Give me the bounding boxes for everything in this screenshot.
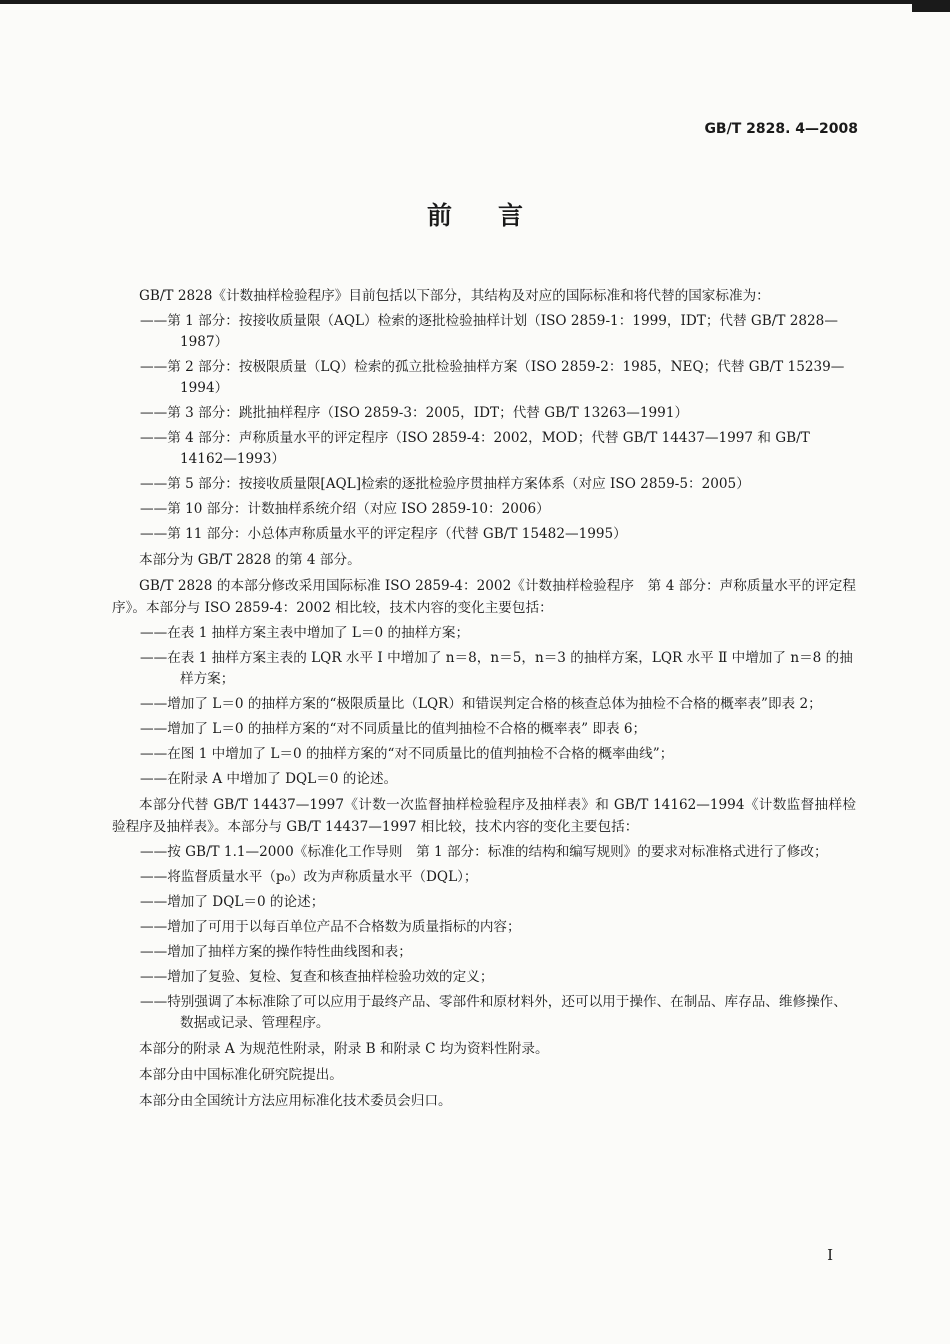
body-paragraph: 本部分由中国标准化研究院提出。 — [139, 1067, 343, 1083]
page-number: I — [827, 1246, 833, 1264]
scan-border-top — [0, 0, 950, 4]
part-list-item: ——第 11 部分：小总体声称质量水平的评定程序（代替 GB/T 15482—1995） — [140, 526, 627, 542]
body-paragraph: 本部分的附录 A 为规范性附录，附录 B 和附录 C 均为资料性附录。 — [139, 1041, 549, 1057]
change-list-item: ——增加了可用于以每百单位产品不合格数为质量指标的内容； — [140, 919, 521, 935]
part-list-item: ——第 2 部分：按极限质量（LQ）检索的孤立批检验抽样方案（ISO 2859-2：1985，NEQ；代替 GB/T 15239—1994） — [140, 359, 845, 396]
change-list-item: ——在表 1 抽样方案主表中增加了 L＝0 的抽样方案； — [140, 625, 470, 641]
intro-paragraph: GB/T 2828《计数抽样检验程序》目前包括以下部分，其结构及对应的国际标准和将代替的国家标准为： — [139, 288, 770, 304]
part-list-item: ——第 3 部分：跳批抽样程序（ISO 2859-3：2005，IDT；代替 GB/T 13263—1991） — [140, 405, 689, 421]
change-list-item: ——增加了抽样方案的操作特性曲线图和表； — [140, 944, 412, 960]
change-list-item: ——在图 1 中增加了 L＝0 的抽样方案的“对不同质量比的值判抽检不合格的概率曲线”； — [140, 746, 674, 762]
change-list-item: ——将监督质量水平（p₀）改为声称质量水平（DQL）； — [140, 869, 478, 885]
body-paragraph: 本部分代替 GB/T 14437—1997《计数一次监督抽样检验程序及抽样表》和 GB/T 14162—1994《计数监督抽样检验程序及抽样表》。本部分与 GB/T 14437—1997 相比较，技术内容的变化主要包括： — [112, 797, 856, 835]
change-list-item: ——按 GB/T 1.1—2000《标准化工作导则 第 1 部分：标准的结构和编写规则》的要求对标准格式进行了修改； — [140, 844, 828, 860]
part-list-item: ——第 10 部分：计数抽样系统介绍（对应 ISO 2859-10：2006） — [140, 501, 550, 517]
body-paragraph: GB/T 2828 的本部分修改采用国际标准 ISO 2859-4：2002《计数抽样检验程序 第 4 部分：声称质量水平的评定程序》。本部分与 ISO 2859-4：2002 相比较，技术内容的变化主要包括： — [112, 578, 856, 616]
body-paragraph: 本部分由全国统计方法应用标准化技术委员会归口。 — [139, 1093, 452, 1109]
part-list-item: ——第 1 部分：按接收质量限（AQL）检索的逐批检验抽样计划（ISO 2859-1：1999，IDT；代替 GB/T 2828—1987） — [140, 313, 838, 350]
foreword-body — [112, 285, 856, 1116]
body-paragraph: 本部分为 GB/T 2828 的第 4 部分。 — [139, 552, 361, 568]
page-title: 前言 — [426, 201, 569, 230]
standard-code: GB/T 2828. 4—2008 — [704, 121, 858, 137]
change-list-item: ——增加了复验、复检、复查和核查抽样检验功效的定义； — [140, 969, 494, 985]
change-list-item: ——增加了 DQL＝0 的论述； — [140, 894, 325, 910]
part-list-item: ——第 5 部分：按接收质量限[AQL]检索的逐批检验序贯抽样方案体系（对应 ISO 2859-5：2005） — [140, 476, 750, 492]
change-list-item: ——增加了 L＝0 的抽样方案的“极限质量比（LQR）和错误判定合格的核查总体为抽检不合格的概率表”即表 2； — [140, 696, 822, 712]
change-list-item: ——特别强调了本标准除了可以应用于最终产品、零部件和原材料外，还可以用于操作、在制品、库存品、维修操作、数据或记录、管理程序。 — [140, 994, 847, 1031]
change-list-item: ——增加了 L＝0 的抽样方案的“对不同质量比的值判抽检不合格的概率表” 即表 6； — [140, 721, 647, 737]
part-list-item: ——第 4 部分：声称质量水平的评定程序（ISO 2859-4：2002，MOD；代替 GB/T 14437—1997 和 GB/T 14162—1993） — [140, 430, 810, 467]
change-list-item: ——在附录 A 中增加了 DQL＝0 的论述。 — [140, 771, 398, 787]
scan-corner-mark — [912, 0, 950, 12]
change-list-item: ——在表 1 抽样方案主表的 LQR 水平 Ⅰ 中增加了 n＝8，n＝5，n＝3 的抽样方案，LQR 水平 Ⅱ 中增加了 n＝8 的抽样方案； — [140, 650, 853, 687]
